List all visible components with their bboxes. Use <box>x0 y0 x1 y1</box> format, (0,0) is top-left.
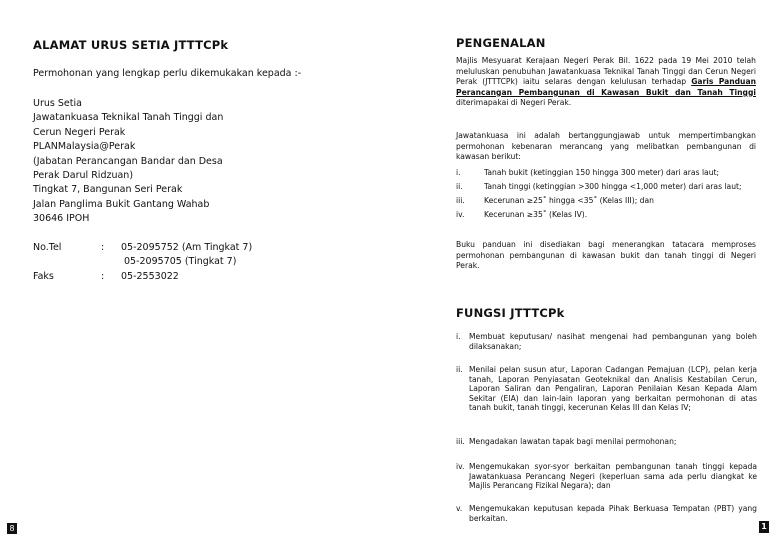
function-text: Mengadakan lawatan tapak bagi menilai permohonan; <box>469 437 677 446</box>
functions-heading: FUNGSI JTTTCPk <box>456 306 565 320</box>
page-number-left: 8 <box>7 523 17 534</box>
address-line: Tingkat 7, Bangunan Seri Perak <box>33 184 183 196</box>
address-line: PLANMalaysia@Perak <box>33 141 136 153</box>
secretariat-address <box>33 97 223 227</box>
tel-label: No.Tel <box>33 242 62 253</box>
intro-heading: PENGENALAN <box>456 36 546 50</box>
fax-label: Faks <box>33 271 54 282</box>
function-roman: iii. <box>456 437 465 446</box>
fax-value: 05-2553022 <box>121 271 179 282</box>
function-roman: v. <box>456 504 463 513</box>
area-item: Tanah tinggi (ketinggian >300 hingga <1,000 meter) dari aras laut; <box>484 182 742 191</box>
guideline-title: Garis Panduan Perancangan Pembangunan di Kawasan Bukit dan Tanah Tinggi <box>456 77 756 97</box>
address-line: (Jabatan Perancangan Bandar dan Desa <box>33 155 223 167</box>
tel-value-general: 05-2095752 (Am Tingkat 7) <box>121 242 253 253</box>
function-text: Mengemukakan keputusan kepada Pihak Berkuasa Tempatan (PBT) yang berkaitan. <box>469 504 757 523</box>
area-roman: iv. <box>456 210 465 219</box>
tel-value-floor: 05-2095705 (Tingkat 7) <box>124 256 237 267</box>
submission-intro: Permohonan yang lengkap perlu dikemukakan kepada :- <box>33 68 302 79</box>
committee-paragraph: Jawatankuasa ini adalah bertanggungjawab untuk mempertimbangkan permohonan kebenaran merancang yang melibatkan pembangunan di kawasan berikut: <box>456 131 756 162</box>
guidebook-paragraph: Buku panduan ini disediakan bagi menerangkan tatacara memproses permohonan pembangunan di kawasan bukit dan tanah tinggi di Negeri Perak. <box>456 240 756 271</box>
address-line: Cerun Negeri Perak <box>33 126 126 138</box>
area-roman: iii. <box>456 196 465 205</box>
function-text: Menilai pelan susun atur, Laporan Cadangan Pemajuan (LCP), pelan kerja tanah, Laporan Penyiasatan Geoteknikal dan Analisis Kestabilan Cerun, Laporan Saliran dan Pengaliran, Laporan Penilaian Kesan Kepada Alam Sekitar (EIA) dan lain-lain laporan yang berkaitan permohonan di atas tanah bukit, tanah tinggi, kecerunan Kelas III dan Kelas IV; <box>469 365 757 412</box>
function-roman: iv. <box>456 462 465 471</box>
tel-colon: : <box>101 242 105 253</box>
intro-paragraph <box>456 56 756 109</box>
contact-heading: ALAMAT URUS SETIA JTTTCPk <box>33 38 229 52</box>
function-text: Mengemukakan syor-syor berkaitan pembangunan tanah tinggi kepada Jawatankuasa Perancang Negeri (keperluan sama ada perlu diangkat ke Majlis Perancang Fizikal Negara); dan <box>469 462 757 490</box>
address-line: Jalan Panglima Bukit Gantang Wahab <box>33 198 210 210</box>
address-line: 30646 IPOH <box>33 213 90 225</box>
address-line: Perak Darul Ridzuan) <box>33 170 134 182</box>
intro-text-end: diterimapakai di Negeri Perak. <box>456 98 572 108</box>
area-item: Tanah bukit (ketinggian 150 hingga 300 meter) dari aras laut; <box>484 168 720 177</box>
page-number-right: 1 <box>759 521 769 533</box>
function-text: Membuat keputusan/ nasihat mengenai had pembangunan yang boleh dilaksanakan; <box>469 332 757 351</box>
area-item: Kecerunan ≥35˚ (Kelas IV). <box>484 210 588 219</box>
address-line: Urus Setia <box>33 98 82 109</box>
address-line: Jawatankuasa Teknikal Tanah Tinggi dan <box>33 112 224 124</box>
intro-text: Majlis Mesyuarat Kerajaan Negeri Perak Bil. 1622 pada 19 Mei 2010 telah meluluskan penubuhan Jawatankuasa Teknikal Tanah Tinggi dan Cerun Negeri Perak (JTTTCPk) iaitu selaras dengan kelulusan terhadap <box>456 56 756 87</box>
fax-colon: : <box>101 271 105 282</box>
area-roman: i. <box>456 168 461 177</box>
area-roman: ii. <box>456 182 463 191</box>
area-item: Kecerunan ≥25˚ hingga <35˚ (Kelas III); dan <box>484 196 654 205</box>
function-roman: ii. <box>456 365 463 374</box>
function-roman: i. <box>456 332 461 341</box>
